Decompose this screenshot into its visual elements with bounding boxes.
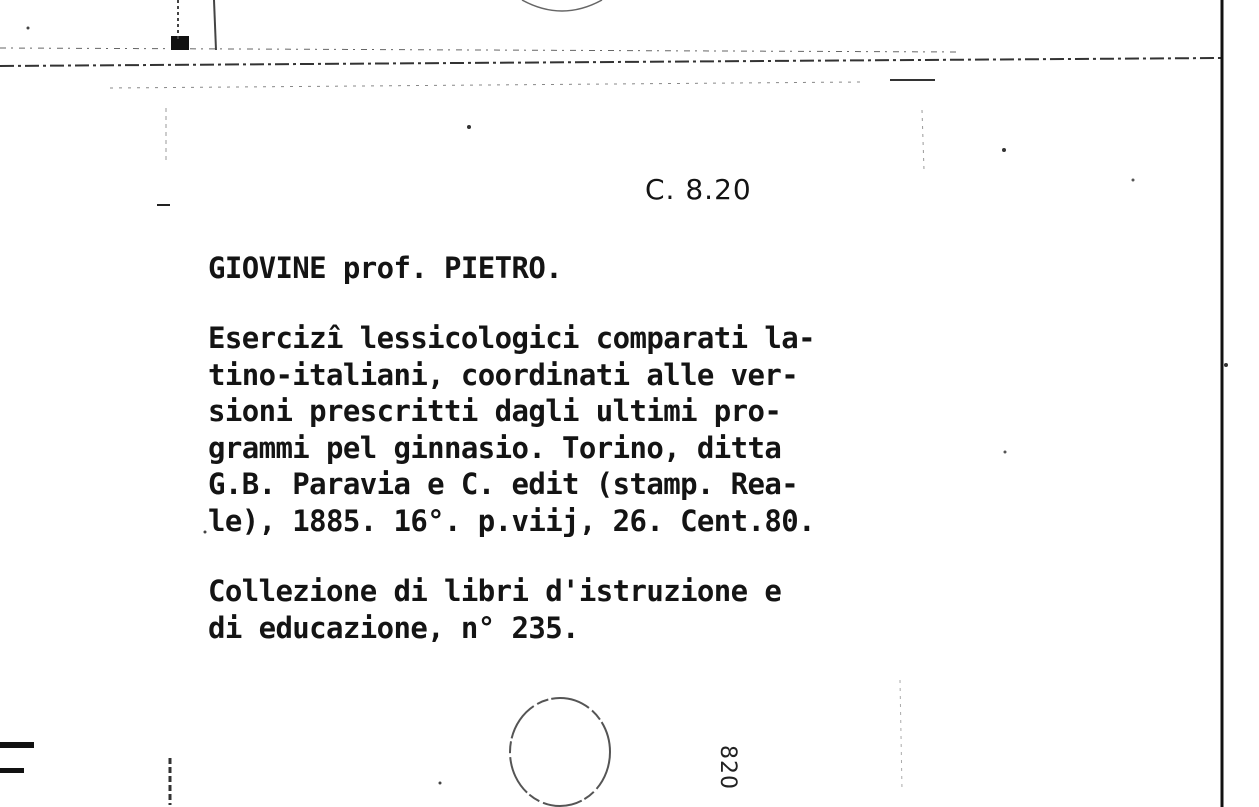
punch-hole-bottom xyxy=(510,698,610,806)
series-line: di educazione, n° 235. xyxy=(208,610,579,645)
speck xyxy=(467,125,471,129)
speck xyxy=(439,782,442,785)
right-edge-faint-2 xyxy=(900,680,902,790)
description-line: tino-italiani, coordinati alle ver- xyxy=(208,357,799,392)
speck xyxy=(1002,148,1006,152)
punch-hole-top xyxy=(522,0,602,11)
description-line: G.B. Paravia e C. edit (stamp. Rea- xyxy=(208,467,799,501)
description-line: Esercizî lessicologici comparati la- xyxy=(208,321,815,355)
speck xyxy=(204,531,207,534)
card-top-border xyxy=(0,58,1222,66)
bibliographic-description xyxy=(208,320,815,539)
series-note xyxy=(208,573,781,646)
binder-clip-mark xyxy=(171,36,189,50)
description-line: le), 1885. 16°. p.viij, 26. Cent.80. xyxy=(208,503,815,538)
speck xyxy=(1224,363,1228,367)
right-edge-faint xyxy=(922,110,924,170)
call-number: C. 8.20 xyxy=(645,173,752,206)
speck xyxy=(1004,451,1007,454)
card-top-border-faint-2 xyxy=(110,82,860,88)
speck xyxy=(27,27,30,30)
author-heading: GIOVINE prof. PIETRO. xyxy=(208,251,563,285)
binder-clip-line-b xyxy=(214,0,216,50)
description-line: grammi pel ginnasio. Torino, ditta xyxy=(208,430,782,465)
speck xyxy=(1132,179,1135,182)
card-top-border-faint xyxy=(0,48,960,52)
stamped-card-number: 820 xyxy=(715,745,740,790)
bottom-left-mark-1 xyxy=(0,742,34,748)
description-line: sioni prescritti dagli ultimi pro- xyxy=(208,394,782,428)
series-line: Collezione di libri d'istruzione e xyxy=(208,574,782,608)
bottom-left-mark-2 xyxy=(0,768,24,773)
